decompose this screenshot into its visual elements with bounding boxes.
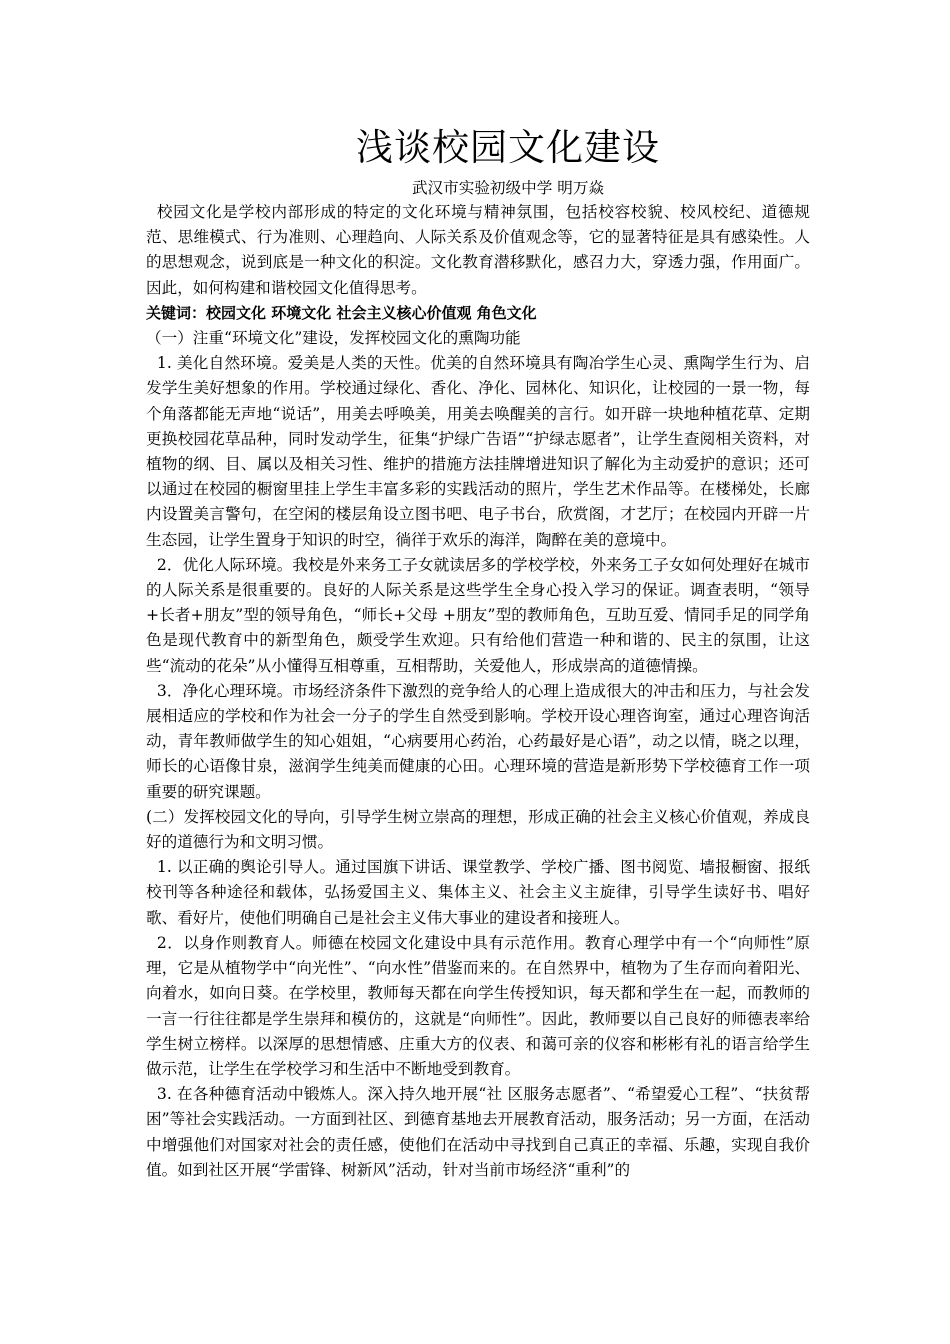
keywords-line: 关键词：校园文化 环境文化 社会主义核心价值观 角色文化 xyxy=(146,303,537,322)
document-page xyxy=(146,122,810,1183)
section-2-paragraph-3: 3. 在各种德育活动中锻炼人。深入持久地开展“社 区服务志愿者”、“希望爱心工程”、“扶贫帮困”等社会实践活动。一方面到社区、到德育基地去开展教育活动，服务活动；另一方面，在活动中增强他们对国家对社会的责任感，使他们在活动中寻找到自己真正的幸福、乐趣，实现自我价值。如到社区开展“学雷锋、树新风”活动，针对当前市场经济“重利”的 xyxy=(146,1085,810,1179)
section-1-paragraph-3: 3．净化心理环境。市场经济条件下激烈的竞争给人的心理上造成很大的冲击和压力，与社会发展相适应的学校和作为社会一分子的学生自然受到影响。学校开设心理咨询室，通过心理咨询活动，青年教师做学生的知心姐姐，“心病要用心药治，心药最好是心语”，动之以情，晓之以理，师长的心语像甘泉，滋润学生纯美而健康的心田。心理环境的营造是新形势下学校德育工作一项重要的研究课题。 xyxy=(146,681,810,801)
section-2-paragraph-2: 2．以身作则教育人。师德在校园文化建设中具有示范作用。教育心理学中有一个“向师性”原理，它是从植物学中“向光性”、“向水性”借鉴而来的。在自然界中，植物为了生存而向着阳光、向着水，如向日葵。在学校里，教师每天都在向学生传授知识，每天都和学生在一起，而教师的一言一行往往都是学生崇拜和模仿的，这就是“向师性”。因此，教师要以自己良好的师德表率给学生树立榜样。以深厚的思想情感、庄重大方的仪表、和蔼可亲的仪容和彬彬有礼的语言给学生做示范，让学生在学校学习和生活中不断地受到教育。 xyxy=(146,933,810,1078)
section-1-paragraph-1: 1. 美化自然环境。爱美是人类的天性。优美的自然环境具有陶冶学生心灵、熏陶学生行为、启发学生美好想象的作用。学校通过绿化、香化、净化、园林化、知识化，让校园的一景一物，每个角落都能无声地“说话”，用美去呼唤美，用美去唤醒美的言行。如开辟一块地种植花草、定期更换校园花草品种，同时发动学生，征集“护绿广告语”“护绿志愿者”，让学生查阅相关资料，对植物的纲、目、属以及相关习性、维护的措施方法挂牌增进知识了解化为主动爱护的意识；还可以通过在校园的橱窗里挂上学生丰富多彩的实践活动的照片，学生艺术作品等。在楼梯处，长廊内设置美言警句，在空闲的楼层角设立图书吧、电子书台，欣赏阁，才艺厅；在校园内开辟一片生态园，让学生置身于知识的时空，徜徉于欢乐的海洋，陶醉在美的意境中。 xyxy=(146,354,810,549)
section-1-paragraph-2: 2．优化人际环境。我校是外来务工子女就读居多的学校学校，外来务工子女如何处理好在城市的人际关系是很重要的。良好的人际关系是这些学生全身心投入学习的保证。调查表明，“领导+长者+朋友”型的领导角色，“师长+父母 +朋友”型的教师角色，互助互爱、情同手足的同学角色是现代教育中的新型角色，颇受学生欢迎。只有给他们营造一种和谐的、民主的氛围，让这些“流动的花朵”从小懂得互相尊重，互相帮助，关爱他人，形成崇高的道德情操。 xyxy=(146,555,810,675)
document-title: 浅谈校园文化建设 xyxy=(356,126,660,169)
abstract-paragraph: 校园文化是学校内部形成的特定的文化环境与精神氛围，包括校容校貌、校风校纪、道德规范、思维模式、行为准则、心理趋向、人际关系及价值观念等，它的显著特征是具有感染性。人的思想观念，说到底是一种文化的积淀。文化教育潜移默化，感召力大，穿透力强，作用面广。因此，如何构建和谐校园文化值得思考。 xyxy=(146,203,810,297)
section-1-heading: （一）注重“环境文化”建设，发挥校园文化的熏陶功能 xyxy=(146,329,521,348)
author-line: 武汉市实验初级中学 明万焱 xyxy=(411,179,605,197)
section-2-paragraph-1: 1. 以正确的舆论引导人。通过国旗下讲话、课堂教学、学校广播、图书阅览、墙报橱窗、报纸校刊等各种途径和载体，弘扬爱国主义、集体主义、社会主义主旋律，引导学生读好书、唱好歌、看好片，使他们明确自己是社会主义伟大事业的建设者和接班人。 xyxy=(146,858,810,927)
section-2-heading: (二）发挥校园文化的导向，引导学生树立崇高的理想，形成正确的社会主义核心价值观，养成良好的道德行为和文明习惯。 xyxy=(146,807,810,852)
